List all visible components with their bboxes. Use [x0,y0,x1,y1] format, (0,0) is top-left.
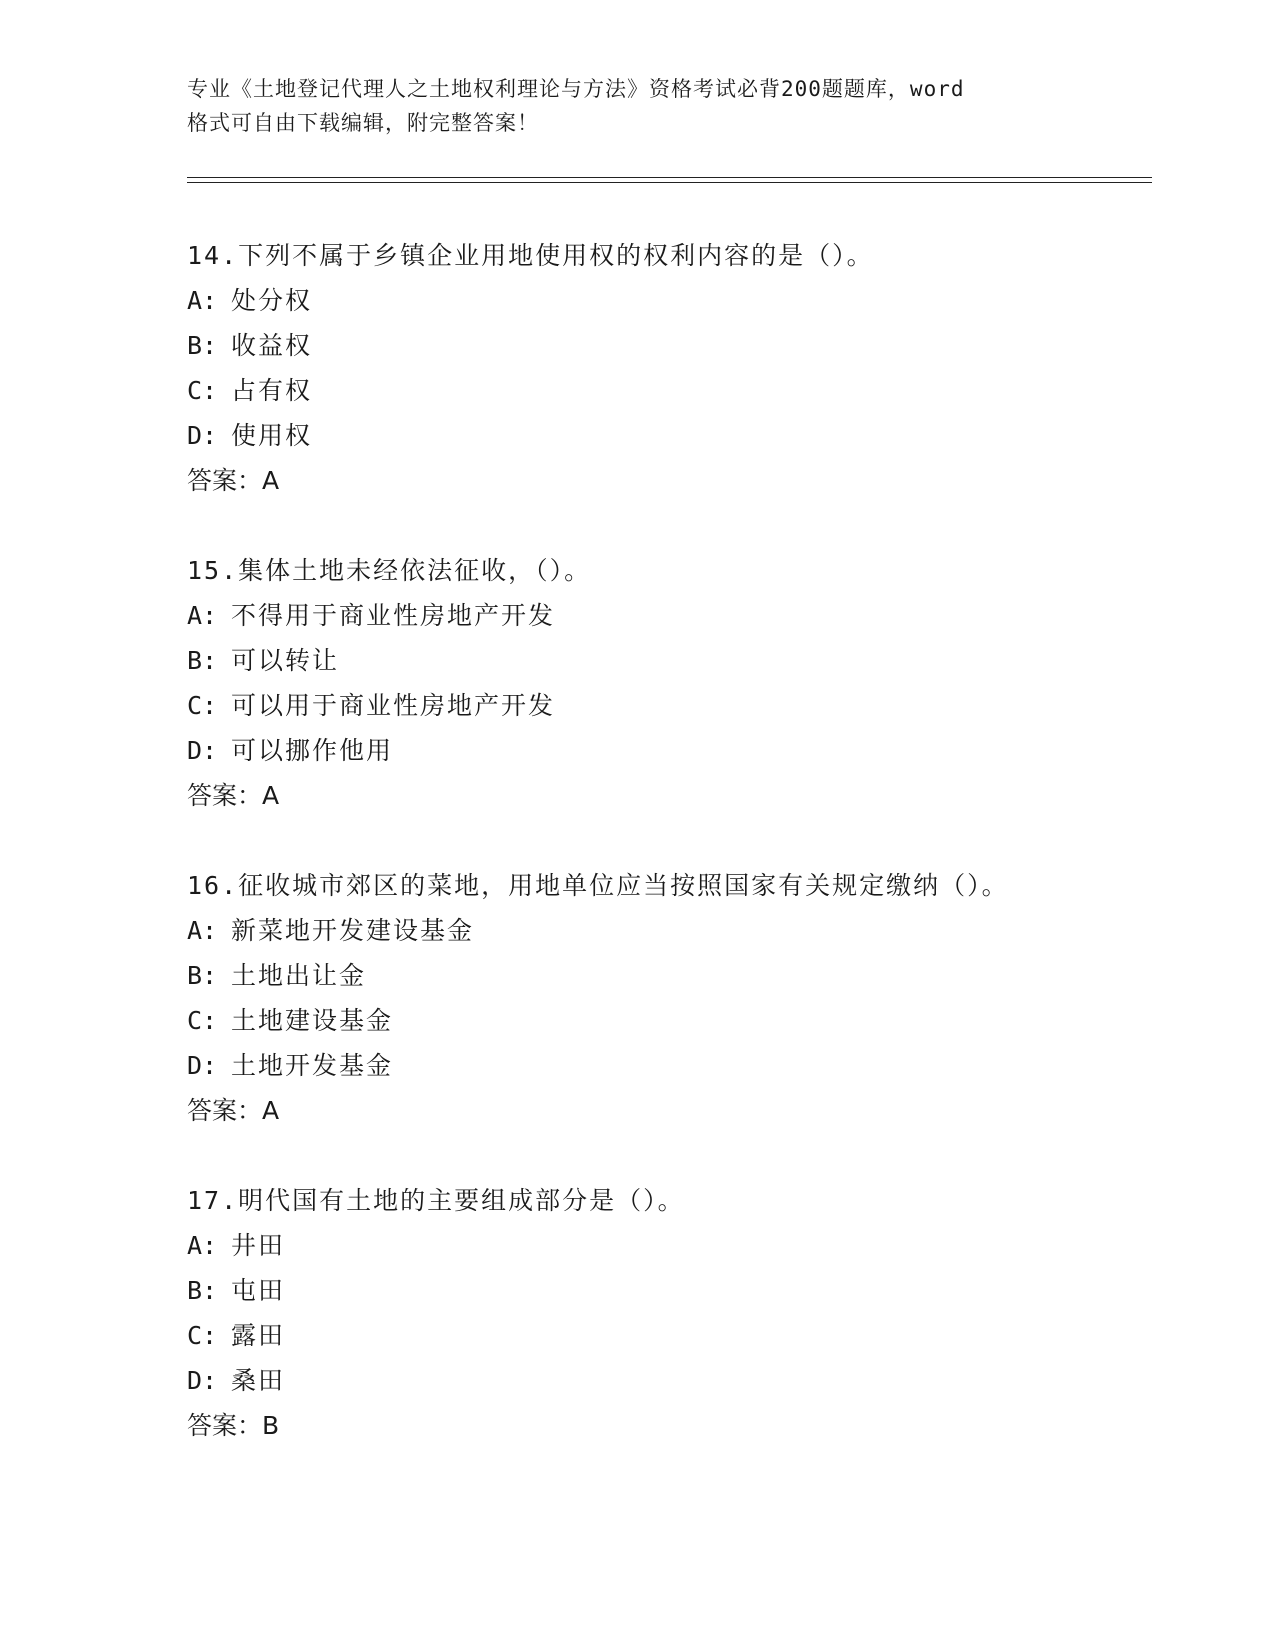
option-a [187,593,1147,638]
option-letter: C: [187,1006,218,1035]
option-text: 收益权 [231,331,313,360]
option-letter: A: [187,601,218,630]
option-letter: B: [187,961,218,990]
question-stem: 17.明代国有土地的主要组成部分是（）。 [187,1186,685,1215]
question-stem: 16.征收城市郊区的菜地，用地单位应当按照国家有关规定缴纳（）。 [187,871,1009,900]
option-b [187,1268,1147,1313]
option-letter: A: [187,1231,218,1260]
option-a [187,1223,1147,1268]
option-letter: A: [187,286,218,315]
option-d [187,1358,1147,1403]
option-text: 处分权 [231,286,313,315]
option-c [187,1313,1147,1358]
option-c [187,683,1147,728]
option-text: 屯田 [231,1276,286,1305]
option-d [187,413,1147,458]
question-block [187,863,1147,1133]
answer-line: 答案：A [187,781,280,810]
option-text: 可以转让 [231,646,340,675]
option-letter: B: [187,1276,218,1305]
option-text: 土地开发基金 [231,1051,394,1080]
option-letter: B: [187,646,218,675]
header-divider-bottom [187,182,1152,183]
option-text: 不得用于商业性房地产开发 [231,601,556,630]
option-text: 新菜地开发建设基金 [231,916,475,945]
option-letter: C: [187,376,218,405]
option-letter: D: [187,1366,218,1395]
answer-line: 答案：B [187,1411,280,1440]
option-text: 可以挪作他用 [231,736,394,765]
option-letter: D: [187,736,218,765]
option-text: 桑田 [231,1366,286,1395]
option-c [187,998,1147,1043]
option-letter: C: [187,1321,218,1350]
header-line-2: 格式可自由下载编辑，附完整答案！ [187,111,539,135]
option-letter: D: [187,1051,218,1080]
option-text: 可以用于商业性房地产开发 [231,691,556,720]
question-block [187,233,1147,503]
option-b [187,638,1147,683]
question-stem: 14.下列不属于乡镇企业用地使用权的权利内容的是（）。 [187,241,874,270]
option-letter: C: [187,691,218,720]
option-letter: A: [187,916,218,945]
option-a [187,278,1147,323]
document-header [187,72,1067,140]
option-letter: D: [187,421,218,450]
question-stem: 15.集体土地未经依法征收，（）。 [187,556,592,585]
option-text: 井田 [231,1231,286,1260]
option-c [187,368,1147,413]
option-letter: B: [187,331,218,360]
question-block [187,548,1147,818]
header-divider-top [187,177,1152,178]
option-d [187,728,1147,773]
answer-line: 答案：A [187,1096,280,1125]
header-line-1: 专业《土地登记代理人之土地权利理论与方法》资格考试必背200题题库，word [187,77,965,101]
option-b [187,953,1147,998]
option-a [187,908,1147,953]
option-text: 土地建设基金 [231,1006,394,1035]
option-text: 占有权 [231,376,313,405]
option-d [187,1043,1147,1088]
question-block [187,1178,1147,1448]
option-text: 土地出让金 [231,961,367,990]
option-text: 使用权 [231,421,313,450]
option-text: 露田 [231,1321,286,1350]
option-b [187,323,1147,368]
answer-line: 答案：A [187,466,280,495]
